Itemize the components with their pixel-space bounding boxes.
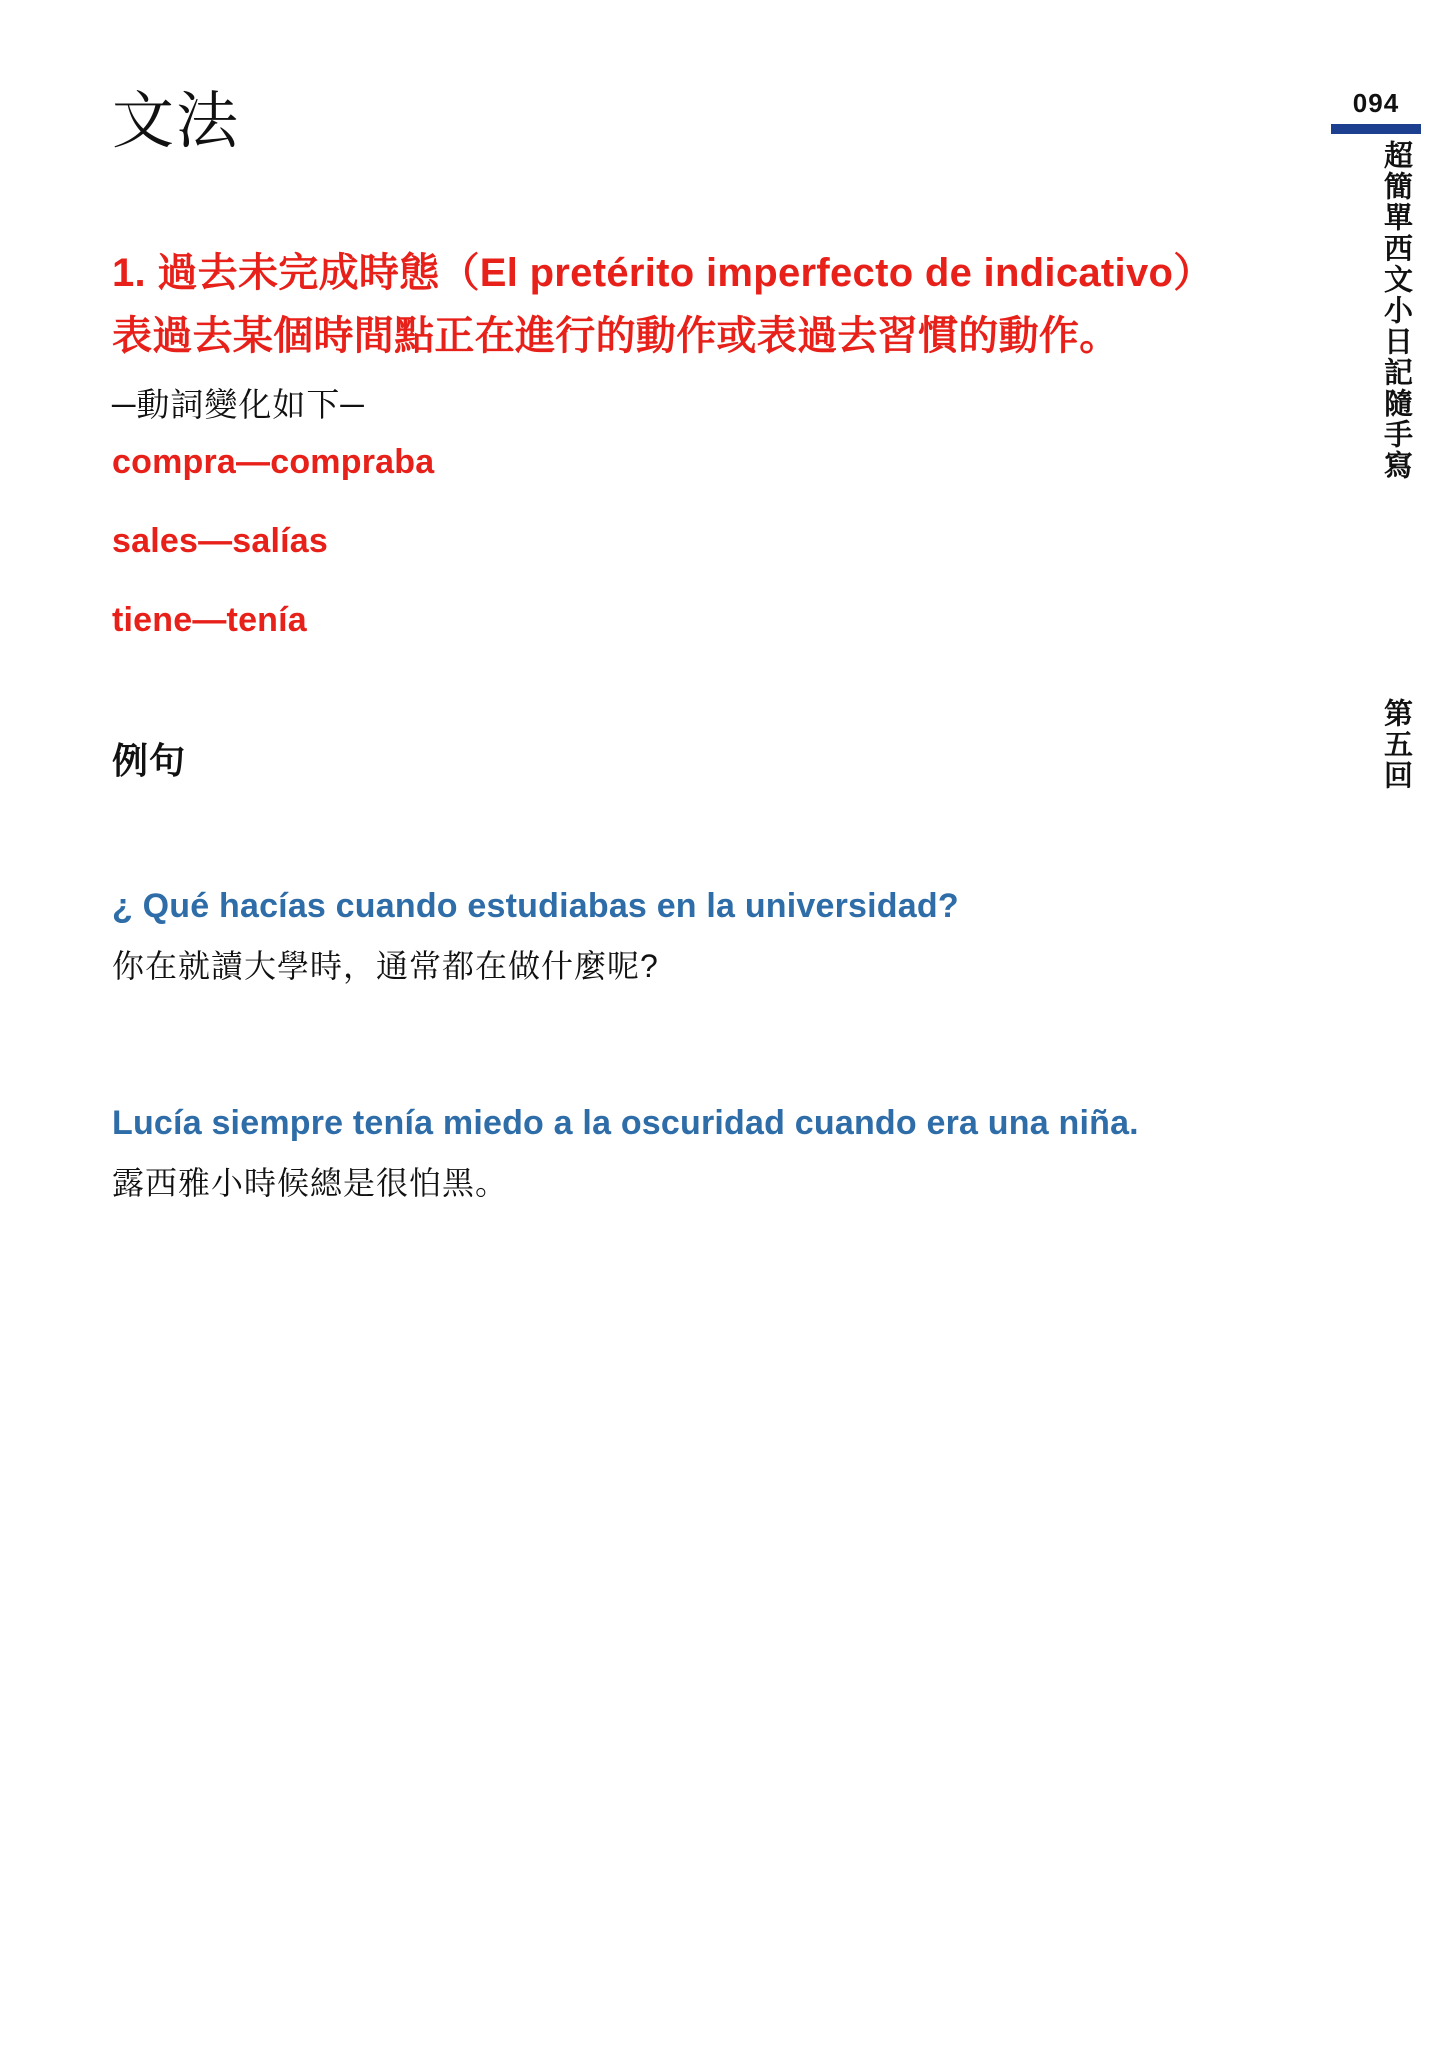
example-chinese: 你在就讀大學時，通常都在做什麼呢? xyxy=(112,948,659,985)
conjugation-item: compra—compraba xyxy=(112,443,435,482)
example-item xyxy=(112,880,1230,989)
conjugation-note: ─動詞變化如下─ xyxy=(112,385,365,423)
example-item xyxy=(112,1097,1230,1206)
side-rail xyxy=(1259,88,1449,1988)
page-number-underline xyxy=(1331,124,1421,134)
examples-heading: 例句 xyxy=(112,740,187,782)
page-title: 文法 xyxy=(112,87,241,156)
book-title-vertical: 超簡單西文小日記隨手寫 xyxy=(1380,140,1412,481)
example-spanish: ¿ Qué hacías cuando estudiabas en la universidad? xyxy=(112,887,959,926)
page-number: 094 xyxy=(1352,88,1400,118)
grammar-rule-heading: 1. 過去未完成時態（El pretérito imperfecto de indicativo）表過去某個時間點正在進行的動作或表過去習慣的動作。 xyxy=(112,251,1194,359)
section-label-vertical: 第五回 xyxy=(1380,698,1412,791)
example-spanish: Lucía siempre tenía miedo a la oscuridad cuando era una niña. xyxy=(112,1104,1139,1143)
conjugation-item: sales—salías xyxy=(112,522,329,561)
conjugation-item: tiene—tenía xyxy=(112,601,307,640)
example-chinese: 露西雅小時候總是很怕黑。 xyxy=(112,1165,509,1202)
